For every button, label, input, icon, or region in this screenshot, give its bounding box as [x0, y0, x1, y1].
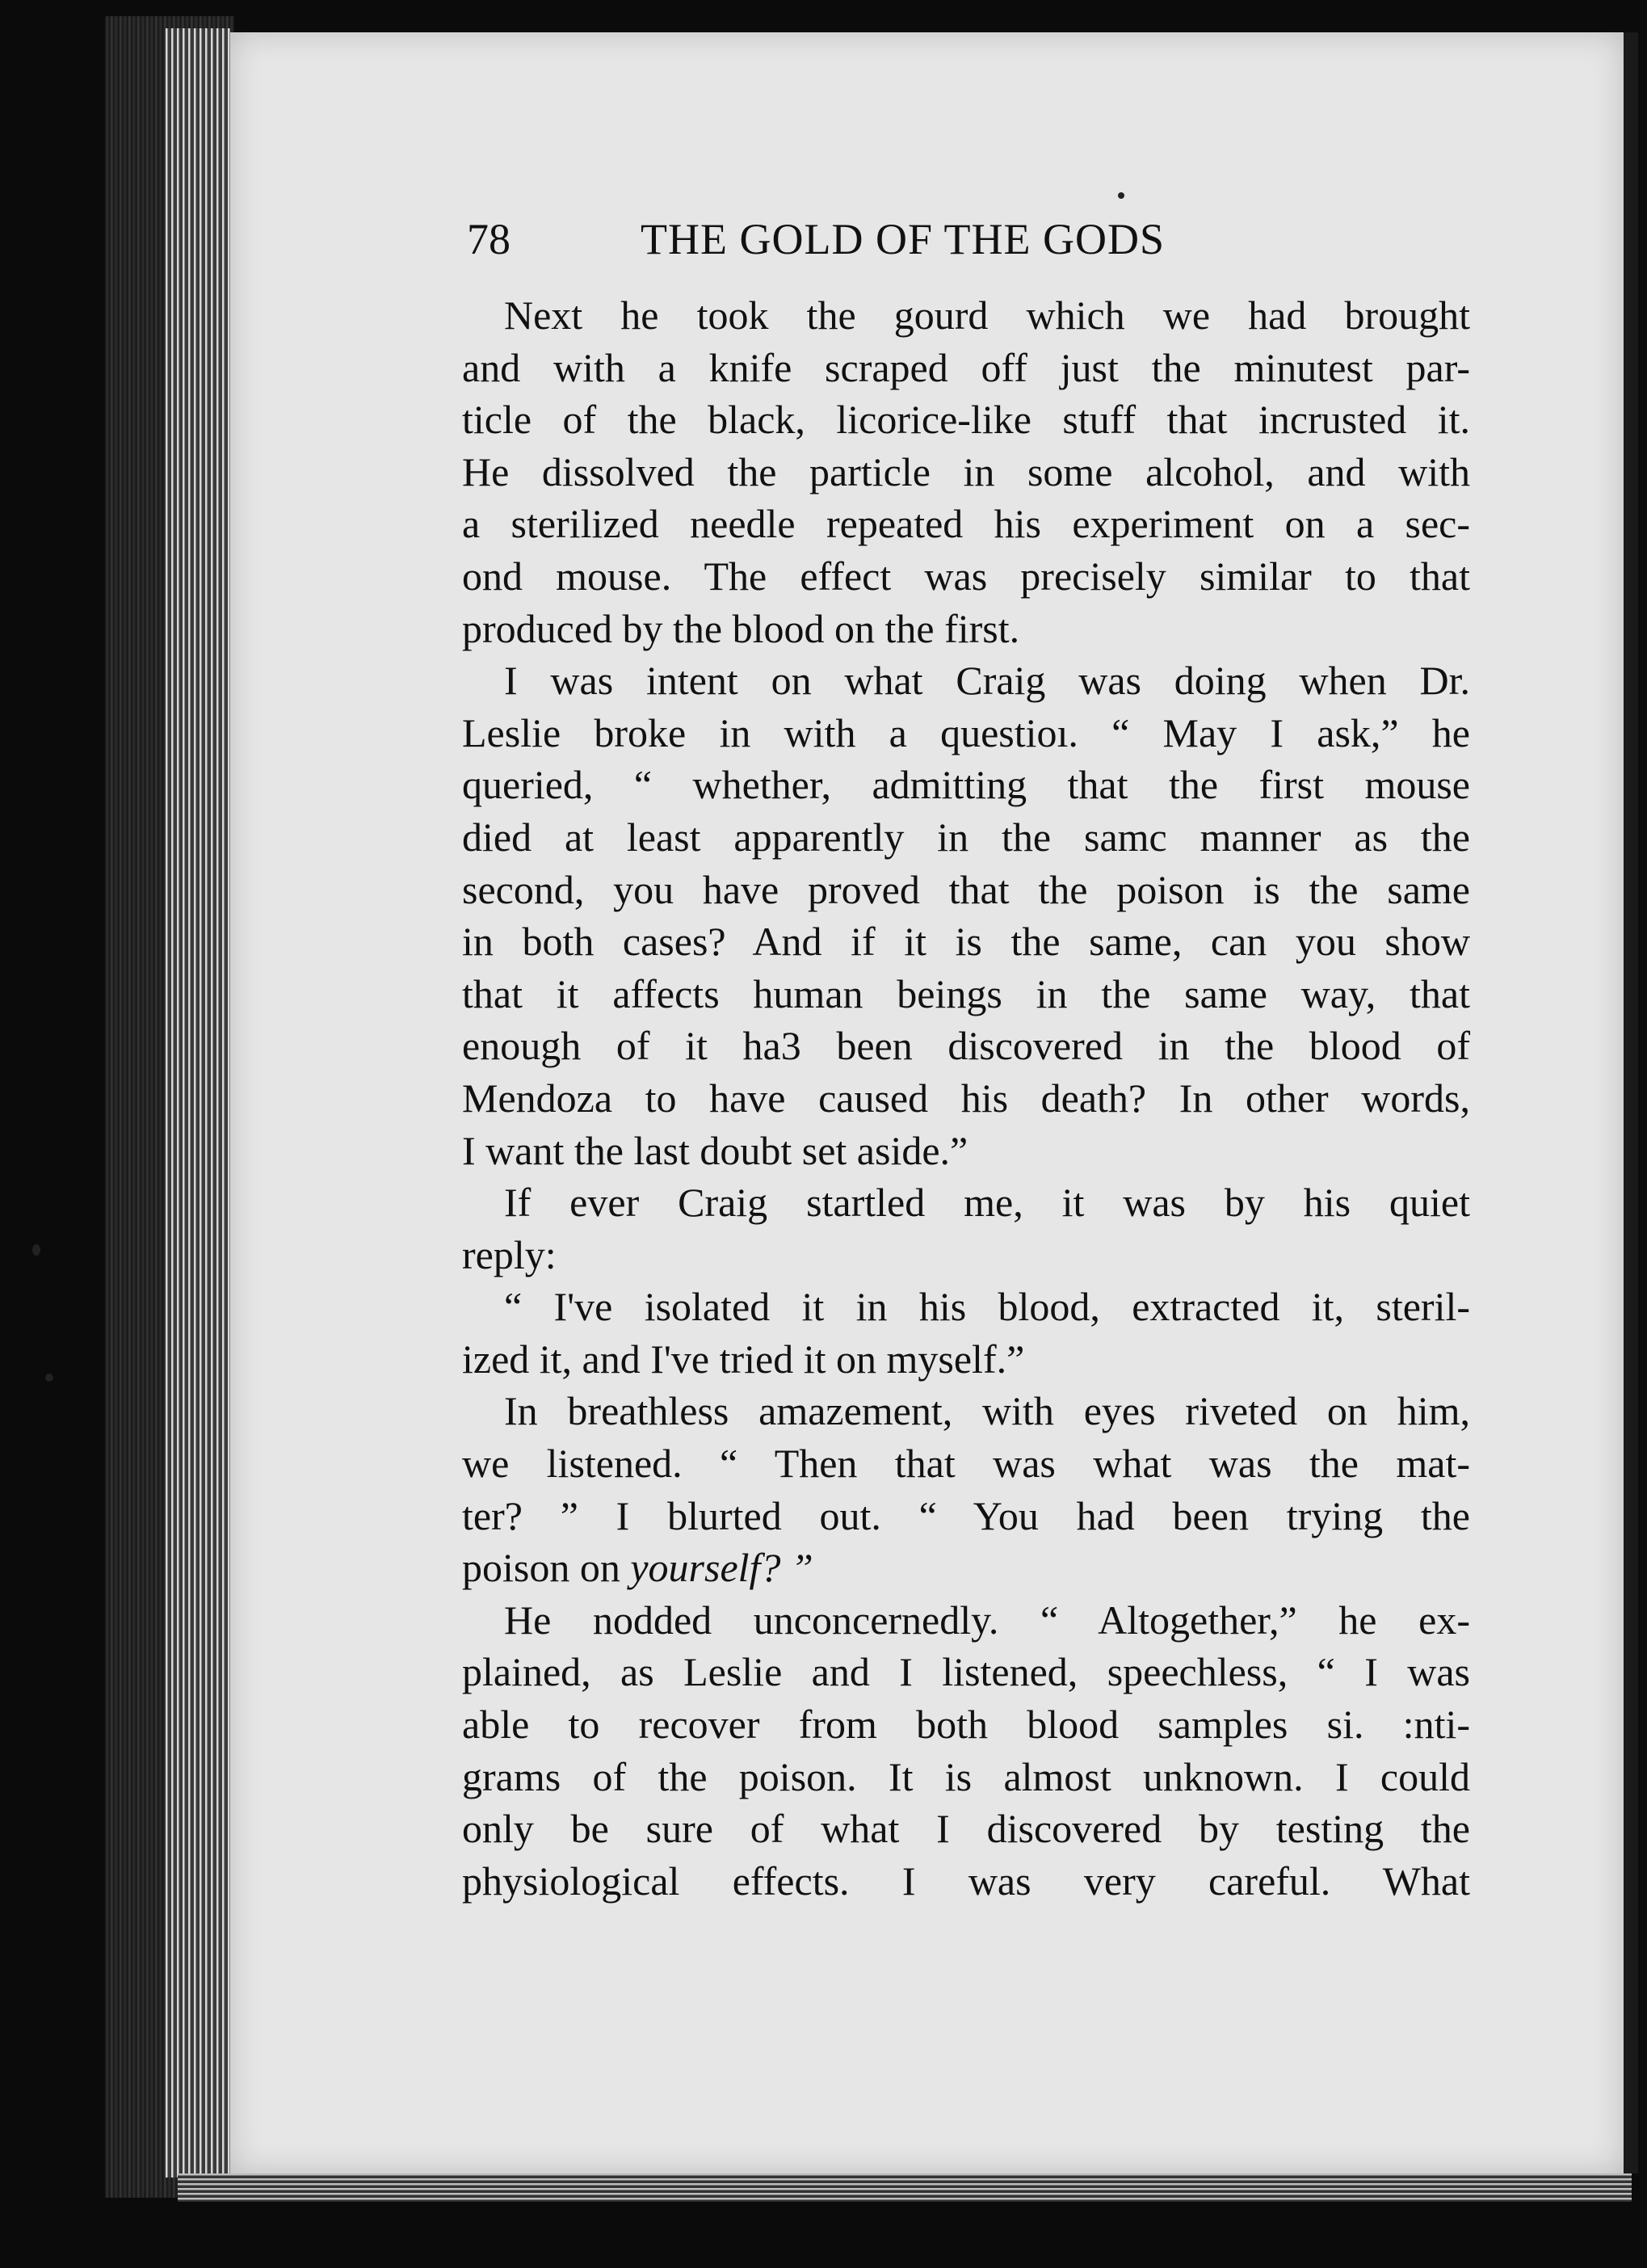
text-line-content: “ I've isolated it in his blood, extracted it, steril- [504, 1284, 1470, 1330]
text-line [462, 603, 1470, 655]
text-line-content: ter? ” I blurted out. “ You had been trying the [462, 1492, 1470, 1538]
page-number: 78 [467, 215, 510, 263]
text-line [462, 811, 1470, 864]
text-line [462, 1125, 1470, 1177]
text-line [462, 864, 1470, 916]
text-line [462, 1646, 1470, 1698]
text-line-content: and with a knife scraped off just the minutest par- [462, 344, 1470, 390]
text-line-content: reply: [462, 1231, 557, 1277]
text-line-content: second, you have proved that the poison is the same [462, 866, 1470, 912]
text-line [462, 1176, 1470, 1229]
text-line-content: enough of it ha3 been discovered in the blood of [462, 1023, 1470, 1069]
text-line-content: produced by the blood on the first. [462, 605, 1020, 651]
text-line-content: Leslie broke in with a questioı. “ May I ask,” he [462, 709, 1470, 755]
text-line-content: we listened. “ Then that was what was the mat- [462, 1441, 1470, 1487]
text-line [462, 1333, 1470, 1386]
text-line-content: died at least apparently in the samc manner as the [462, 814, 1470, 860]
text-line-content: queried, “ whether, admitting that the first mouse [462, 762, 1470, 808]
text-line-content: poison on [462, 1545, 631, 1591]
text-line [462, 1020, 1470, 1072]
text-line [462, 1803, 1470, 1855]
text-line-content: He nodded unconcernedly. “ Altogether,” he ex- [504, 1597, 1470, 1643]
page-edges [166, 28, 230, 2178]
margin-mark [32, 1244, 40, 1256]
text-line [462, 1855, 1470, 1908]
text-line-content: plained, as Leslie and I listened, speechless, “ I was [462, 1649, 1470, 1695]
text-line [462, 968, 1470, 1020]
text-line [462, 915, 1470, 968]
text-line [462, 1385, 1470, 1437]
bottom-page-edges [178, 2173, 1632, 2202]
running-head [467, 214, 1291, 271]
text-line [462, 550, 1470, 603]
text-line [462, 707, 1470, 760]
text-line-content: a sterilized needle repeated his experiment on a sec- [462, 501, 1470, 547]
text-line [462, 1490, 1470, 1542]
text-line-content: in both cases? And if it is the same, can you show [462, 919, 1470, 965]
text-line [462, 1751, 1470, 1803]
text-line-content: able to recover from both blood samples si. :nti- [462, 1702, 1470, 1748]
margin-mark [45, 1374, 53, 1382]
text-line [462, 1594, 1470, 1647]
text-line [462, 654, 1470, 707]
text-line [462, 498, 1470, 550]
text-line [462, 1072, 1470, 1125]
text-line [462, 342, 1470, 394]
text-line-content: I was intent on what Craig was doing when Dr. [504, 658, 1470, 704]
text-line-content: that it affects human beings in the same way, that [462, 970, 1470, 1016]
text-line-content: He dissolved the particle in some alcohol, and with [462, 448, 1470, 494]
text-line-content: I want the last doubt set aside.” [462, 1127, 968, 1173]
text-line-content: grams of the poison. It is almost unknown. I could [462, 1753, 1470, 1799]
body-text [462, 289, 1470, 1907]
text-line-content: In breathless amazement, with eyes riveted on him, [504, 1388, 1470, 1434]
text-line [462, 1281, 1470, 1333]
text-line-content: ond mouse. The effect was precisely similar to that [462, 553, 1470, 599]
text-line-content: Next he took the gourd which we had brought [504, 292, 1470, 338]
text-line [462, 759, 1470, 811]
text-line-content: If ever Craig startled me, it was by his quiet [504, 1180, 1470, 1226]
text-line-content: ticle of the black, licorice-like stuff that incrusted it. [462, 397, 1470, 443]
ink-speck [1118, 192, 1124, 199]
text-line [462, 1698, 1470, 1751]
text-line [462, 393, 1470, 446]
text-line [462, 1542, 1470, 1594]
text-line-content: Mendoza to have caused his death? In other words, [462, 1075, 1470, 1121]
text-line-content: physiological effects. I was very careful. What [462, 1858, 1470, 1904]
text-line-content: ized it, and I've tried it on myself.” [462, 1336, 1025, 1382]
text-line [462, 1437, 1470, 1490]
text-line [462, 1229, 1470, 1281]
italic-emphasis: yourself? ” [630, 1545, 813, 1591]
running-title: THE GOLD OF THE GODS [641, 215, 1165, 263]
text-line [462, 446, 1470, 499]
text-line-content: only be sure of what I discovered by testing the [462, 1806, 1470, 1852]
text-line [462, 289, 1470, 342]
